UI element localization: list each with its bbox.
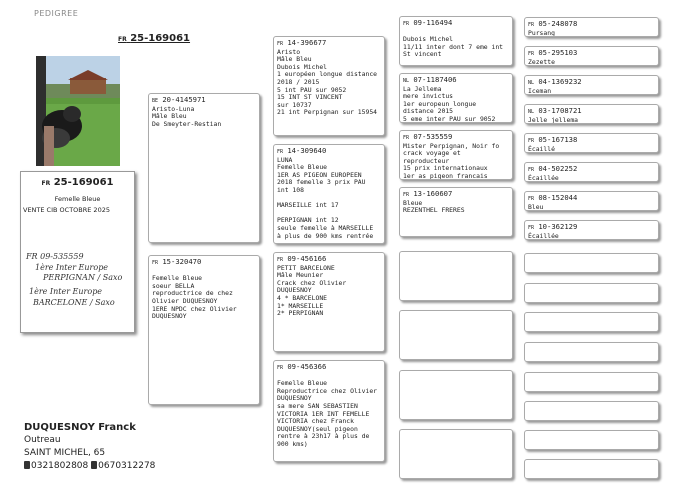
gen1-pigeon-box — [148, 93, 260, 243]
ring-country: FR — [528, 138, 535, 144]
ring-value: 04-502252 — [538, 164, 578, 173]
pigeon-info-line: PERPIGNAN int 12 — [277, 216, 339, 225]
ring-country: NL — [528, 80, 535, 86]
gen1-pigeon-box — [148, 255, 260, 405]
owner-info — [24, 421, 155, 473]
gen4-pigeon-box — [524, 372, 659, 392]
ring-value: 09-116494 — [413, 18, 453, 27]
pigeon-info-line: soeur BELLA — [152, 281, 195, 290]
pigeon-info-line: Mâle Bleu — [277, 55, 312, 64]
card-ring-value: 25-169061 — [53, 177, 114, 188]
pigeon-info-line: 1ERE NPDC chez Olivier — [152, 304, 237, 313]
ring-value: 10-362129 — [538, 222, 578, 231]
pigeon-info-line: Crack chez Olivier — [277, 278, 347, 287]
card-sex-color: Femelle Bleue — [54, 195, 101, 203]
ring-country: FR — [528, 51, 535, 57]
gen3-pigeon-box — [399, 370, 513, 420]
ring-country: FR — [277, 365, 284, 371]
pigeon-info-line: Bleu — [528, 202, 544, 211]
pigeon-info-line: Reproductrice chez Olivier — [277, 386, 378, 395]
gen3-pigeon-box — [399, 73, 513, 123]
pigeon-info-line: reproductrice de chez — [152, 289, 233, 298]
pigeon-info-line: REZENTHEL FRERES — [403, 206, 465, 215]
phone-icon — [24, 461, 30, 469]
owner-phone-1: 0321802808 — [31, 461, 89, 471]
handwritten-line: 1ère Inter Europe — [35, 263, 109, 272]
ring-country: BE — [152, 98, 159, 104]
ring-number — [277, 147, 381, 157]
owner-address: SAINT MICHEL, 65 — [24, 448, 106, 458]
ring-country: FR — [277, 41, 284, 47]
pigeon-info-line: DUQUESNOY — [152, 312, 187, 321]
card-sale-note: VENTE CIB OCTOBRE 2025 — [23, 206, 110, 214]
pigeon-info-line: Pursang — [528, 28, 555, 37]
owner-city: Outreau — [24, 435, 61, 445]
pigeon-info-line: 11/11 inter dont 7 eme int — [403, 42, 504, 51]
pigeon-info-line: seule femelle à MARSEILLE — [277, 223, 374, 232]
ring-number — [403, 19, 509, 29]
pigeon-info-line: PETIT BARCELONE — [277, 263, 335, 272]
ring-value: 05-167138 — [538, 135, 578, 144]
handwritten-line: 1ère Inter Europe — [29, 287, 103, 296]
pigeon-info-line: Femelle Bleue — [152, 274, 203, 283]
pigeon-info-line: Bleue — [403, 198, 423, 207]
ring-country: NL — [528, 109, 535, 115]
main-pigeon-card — [20, 171, 135, 333]
pigeon-info-line: Zezette — [528, 57, 555, 66]
gen2-pigeon-box — [273, 144, 385, 244]
ring-country: FR — [152, 260, 159, 266]
handwritten-line: BARCELONE / Saxo — [33, 298, 115, 307]
gen4-pigeon-box — [524, 191, 659, 211]
ring-value: 13-160607 — [413, 189, 453, 198]
ring-value: 07-1187406 — [413, 75, 457, 84]
pigeon-info-line: à plus de 900 kms rentrée — [277, 231, 374, 240]
pigeon-info-line: Dubois Michel — [277, 62, 328, 71]
ring-number — [152, 258, 256, 268]
pigeon-info-line: Écaillé — [528, 144, 555, 153]
pigeon-info-line: mere invictus — [403, 92, 454, 101]
owner-name: DUQUESNOY Franck — [24, 422, 136, 433]
gen4-pigeon-box — [524, 312, 659, 332]
ring-value: 14-396677 — [287, 38, 327, 47]
pigeon-info-line: 15 INT ST VINCENT — [277, 93, 343, 102]
pigeon-info-line: De Smeyter-Restian — [152, 119, 222, 128]
pigeon-info-line: Mâle Meunier — [277, 271, 324, 280]
ring-value: 05-295103 — [538, 48, 578, 57]
gen4-pigeon-box — [524, 104, 659, 124]
gen3-pigeon-box — [399, 310, 513, 360]
gen3-pigeon-box — [399, 16, 513, 66]
main-ring-value: 25-169061 — [130, 33, 191, 44]
ring-country: NL — [403, 78, 410, 84]
handwritten-line: PERPIGNAN / Saxo — [43, 273, 123, 282]
main-ring-country: FR — [118, 36, 127, 43]
pigeon-info-line: distance 2015 — [403, 107, 454, 116]
handwritten-line: FR 09-535559 — [26, 252, 84, 261]
gen3-pigeon-box — [399, 187, 513, 237]
pigeon-info-line: crack voyage et — [403, 149, 461, 158]
pigeon-info-line: Aristo — [277, 47, 301, 56]
ring-value: 05-248078 — [538, 19, 578, 28]
ring-value: 14-309640 — [287, 146, 327, 155]
gen4-pigeon-box — [524, 46, 659, 66]
ring-country: FR — [277, 149, 284, 155]
pigeon-info-line: 2018 / 2015 — [277, 77, 320, 86]
pigeon-info-line: 1ER AS PIGEON EUROPEEN — [277, 170, 362, 179]
pigeon-info-line: Écaillée — [528, 173, 559, 182]
ring-country: FR — [403, 135, 410, 141]
pigeon-info-line: DUQUESNOY — [277, 286, 312, 295]
pigeon-info-line: Femelle Bleue — [277, 379, 328, 388]
ring-value: 04-1369232 — [538, 77, 582, 86]
page-title: PEDIGREE — [34, 9, 79, 18]
ring-number — [528, 194, 655, 204]
gen2-pigeon-box — [273, 36, 385, 136]
ring-value: 09-456166 — [287, 254, 327, 263]
ring-value: 03-1708721 — [538, 106, 582, 115]
pigeon-info-line: DUQUESNOY — [277, 394, 312, 403]
pigeon-info-line: Mâle Bleu — [152, 112, 187, 121]
ring-country: FR — [528, 196, 535, 202]
pigeon-info-line: 1er as pigeon francais — [403, 171, 488, 180]
pigeon-info-line: LUNA — [277, 155, 293, 164]
pigeon-info-line: 1 européen longue distance — [277, 70, 378, 79]
gen4-pigeon-box — [524, 459, 659, 479]
ring-country: FR — [528, 167, 535, 173]
ring-value: 15-320470 — [162, 257, 202, 266]
pigeon-info-line: DUQUESNOY(seul pigeon — [277, 424, 358, 433]
ring-value: 20-4145971 — [162, 95, 206, 104]
gen4-pigeon-box — [524, 430, 659, 450]
pigeon-info-line: 1* MARSEILLE — [277, 301, 324, 310]
ring-country: FR — [528, 22, 535, 28]
gen3-pigeon-box — [399, 251, 513, 301]
ring-value: 09-456366 — [287, 362, 327, 371]
card-ring — [21, 177, 134, 188]
pigeon-info-line: Jelle jellema — [528, 115, 579, 124]
pigeon-info-line: 15 prix internationaux — [403, 164, 488, 173]
ring-value: 08-152044 — [538, 193, 578, 202]
pigeon-info-line: Aristo-Luna — [152, 104, 195, 113]
pigeon-info-line: 1er europeun longue — [403, 99, 477, 108]
ring-country: FR — [528, 225, 535, 231]
pigeon-info-line: Dubois Michel — [403, 35, 454, 44]
gen2-pigeon-box — [273, 360, 385, 462]
pigeon-info-line: Mister Perpignan, Noir fo — [403, 141, 500, 150]
pigeon-info-line: reproducteur — [403, 156, 450, 165]
pigeon-info-line: 4 * BARCELONE — [277, 293, 328, 302]
pigeon-info-line: Iceman — [528, 86, 552, 95]
gen3-pigeon-box — [399, 429, 513, 479]
card-ring-country: FR — [41, 180, 51, 187]
pigeon-info-line: MARSEILLE int 17 — [277, 201, 339, 210]
ring-value: 07-535559 — [413, 132, 453, 141]
pigeon-info-line: VICTORIA 1ER INT FEMELLE — [277, 409, 370, 418]
gen4-pigeon-box — [524, 401, 659, 421]
ring-country: FR — [277, 257, 284, 263]
pigeon-info-line: Femelle Bleue — [277, 163, 328, 172]
owner-phones — [24, 460, 155, 473]
owner-phone-2: 0670312278 — [98, 461, 156, 471]
pigeon-info-line: Écaillée — [528, 231, 559, 240]
gen3-pigeon-box — [399, 130, 513, 180]
pigeon-info-line: 900 kms) — [277, 439, 308, 448]
pigeon-info-line: sa mere SAN SEBASTIEN — [277, 401, 358, 410]
pigeon-info-line: 5 eme inter PAU sur 9052 — [403, 114, 496, 123]
pigeon-info-line: 5 int PAU sur 9052 — [277, 85, 347, 94]
pigeon-info-line: rentre à 23h17 à plus de — [277, 432, 370, 441]
pigeon-info-line: Olivier DUQUESNOY — [152, 296, 218, 305]
ring-number — [277, 363, 381, 373]
pigeon-info-line: St vincent — [403, 50, 442, 59]
pigeon-info-line: int 108 — [277, 185, 304, 194]
main-ring-number — [118, 33, 190, 44]
gen4-pigeon-box — [524, 253, 659, 273]
pigeon-info-line: 2* PERPIGNAN — [277, 309, 324, 318]
gen4-pigeon-box — [524, 220, 659, 240]
pigeon-info-line: La Jellema — [403, 84, 442, 93]
pigeon-info-line: sur 10737 — [277, 100, 312, 109]
gen4-pigeon-box — [524, 283, 659, 303]
pigeon-info-line: 2018 femelle 3 prix PAU — [277, 178, 366, 187]
gen4-pigeon-box — [524, 75, 659, 95]
ring-country: FR — [403, 21, 410, 27]
pigeon-photo — [36, 56, 120, 166]
gen4-pigeon-box — [524, 342, 659, 362]
gen4-pigeon-box — [524, 162, 659, 182]
mobile-phone-icon — [91, 461, 97, 469]
pigeon-info-line: VICTORIA chez Franck — [277, 417, 354, 426]
gen2-pigeon-box — [273, 252, 385, 352]
gen4-pigeon-box — [524, 17, 659, 37]
gen4-pigeon-box — [524, 133, 659, 153]
ring-country: FR — [403, 192, 410, 198]
pigeon-info-line: 21 int Perpignan sur 15954 — [277, 108, 378, 117]
